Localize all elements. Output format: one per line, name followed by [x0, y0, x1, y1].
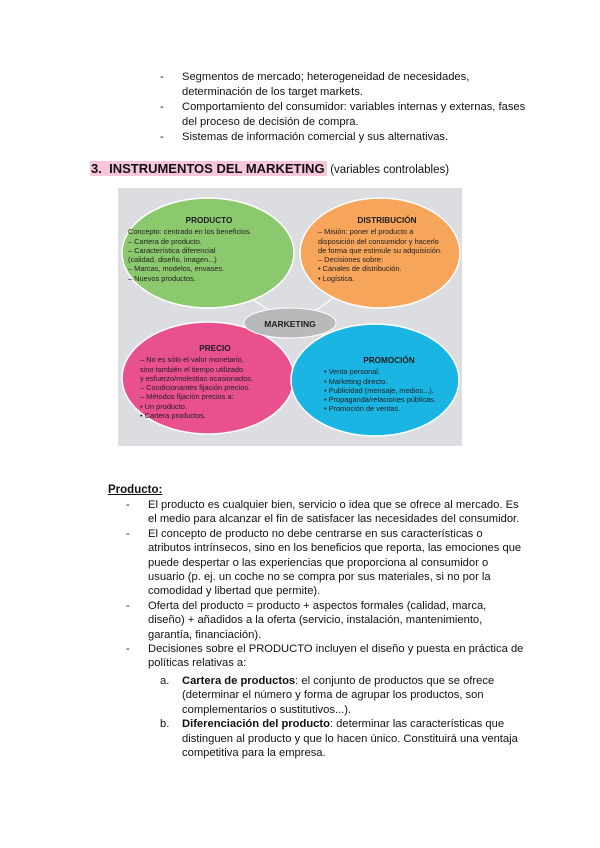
distribucion-line: • Logística. [318, 273, 355, 283]
distribucion-line: disposición del consumidor y hacerlo [318, 236, 439, 246]
producto-line: – Característica diferencial [128, 245, 216, 255]
promocion-text [324, 356, 454, 414]
sublist-label: b. [160, 718, 170, 731]
distribucion-title: DISTRIBUCIÓN [357, 216, 417, 225]
producto-line: – Cartera de producto. [128, 236, 202, 246]
sublist-item [160, 674, 522, 717]
precio-text [140, 344, 290, 420]
list-item: - Segmentos de mercado; heterogeneidad de necesidades, determinación de los target markets. [160, 70, 540, 99]
list-item: - El concepto de producto no debe centrarse en sus características o atributos intrínsecos, sino en los beneficios que reporta, las emociones que puede despertar o las experiencias que proporciona al consumidor o usuario (p. ej. un coche no se compra por sus materiales, si no por la comodidad y libertad que permite). [126, 527, 526, 599]
precio-line: sino también el tiempo utilizado [140, 364, 244, 374]
distribucion-line: • Canales de distribución. [318, 264, 402, 274]
list-item: - Sistemas de información comercial y sus alternativas. [160, 130, 540, 145]
decision-sublist [160, 674, 522, 760]
producto-heading: Producto: [108, 484, 163, 496]
precio-line: y esfuerzo/molestias ocasionados. [140, 373, 253, 383]
precio-line: – Métodos fijación precios a: [140, 392, 234, 402]
sublist-term: Cartera de productos [182, 675, 296, 687]
section-title: INSTRUMENTOS DEL MARKETING [109, 161, 325, 176]
section-title-highlight [90, 161, 327, 176]
precio-line: – No es sólo el valor monetario, [140, 355, 244, 365]
promocion-line: • Propaganda/relaciones públicas. [324, 395, 436, 405]
section-number: 3. [91, 161, 102, 176]
producto-text [128, 216, 290, 283]
distribucion-line: – Misión: poner el producto a [318, 227, 414, 237]
promocion-line: • Venta personal. [324, 367, 381, 377]
sublist-term: Diferenciación del producto [182, 718, 330, 731]
producto-line: (calidad, diseño, imagen...) [128, 255, 217, 265]
sublist-text: : determinar las características que distinguen al producto y que lo hacen único. Constituirá una ventaja competitiva para la empresa. [182, 718, 518, 760]
producto-list [126, 498, 526, 671]
distribucion-line: – Decisiones sobre: [318, 255, 383, 265]
section-heading [90, 160, 449, 179]
promocion-line: • Marketing directo. [324, 376, 388, 386]
center-label: MARKETING [264, 319, 316, 329]
distribucion-line: de forma que estimule su adquisición. [318, 245, 443, 255]
promocion-title: PROMOCIÓN [363, 356, 415, 365]
precio-line: • Un producto. [140, 401, 187, 411]
list-item: - El producto es cualquier bien, servicio o idea que se ofrece al mercado. Es el medio para alcanzar el fin de satisfacer las necesidades del consumidor. [126, 498, 526, 527]
producto-line: Concepto: centrado en los beneficios. [128, 227, 252, 237]
list-item: - Decisiones sobre el PRODUCTO incluyen el diseño y puesta en práctica de políticas relativas a: [126, 642, 526, 671]
marketing-diagram [118, 188, 462, 446]
distribucion-text [318, 216, 456, 283]
precio-line: • Cartera productos. [140, 411, 206, 421]
producto-line: – Marcas, modelos, envases. [128, 264, 225, 274]
producto-line: – Nuevos productos. [128, 273, 196, 283]
list-item: - Oferta del producto = producto + aspectos formales (calidad, marca, diseño) + añadidos a la oferta (servicio, instalación, mantenimiento, garantía, financiación). [126, 599, 526, 642]
promocion-line: • Publicidad (mensaje, medios...). [324, 385, 434, 395]
producto-title: PRODUCTO [185, 216, 233, 225]
sublist-label: a. [160, 675, 170, 687]
section-subtitle: (variables controlables) [330, 164, 450, 176]
sublist-text: : el conjunto de productos que se ofrece (determinar el número y forma de agrupar los productos, son complementarios o sustitutivos...). [182, 675, 495, 716]
sublist-item [160, 717, 522, 760]
precio-line: – Condicionantes fijación precios. [140, 383, 251, 393]
promocion-line: • Promoción de ventas. [324, 404, 401, 414]
precio-title: PRECIO [199, 344, 231, 353]
list-item: - Comportamiento del consumidor: variables internas y externas, fases del proceso de decisión de compra. [160, 100, 540, 129]
top-list [160, 70, 540, 145]
